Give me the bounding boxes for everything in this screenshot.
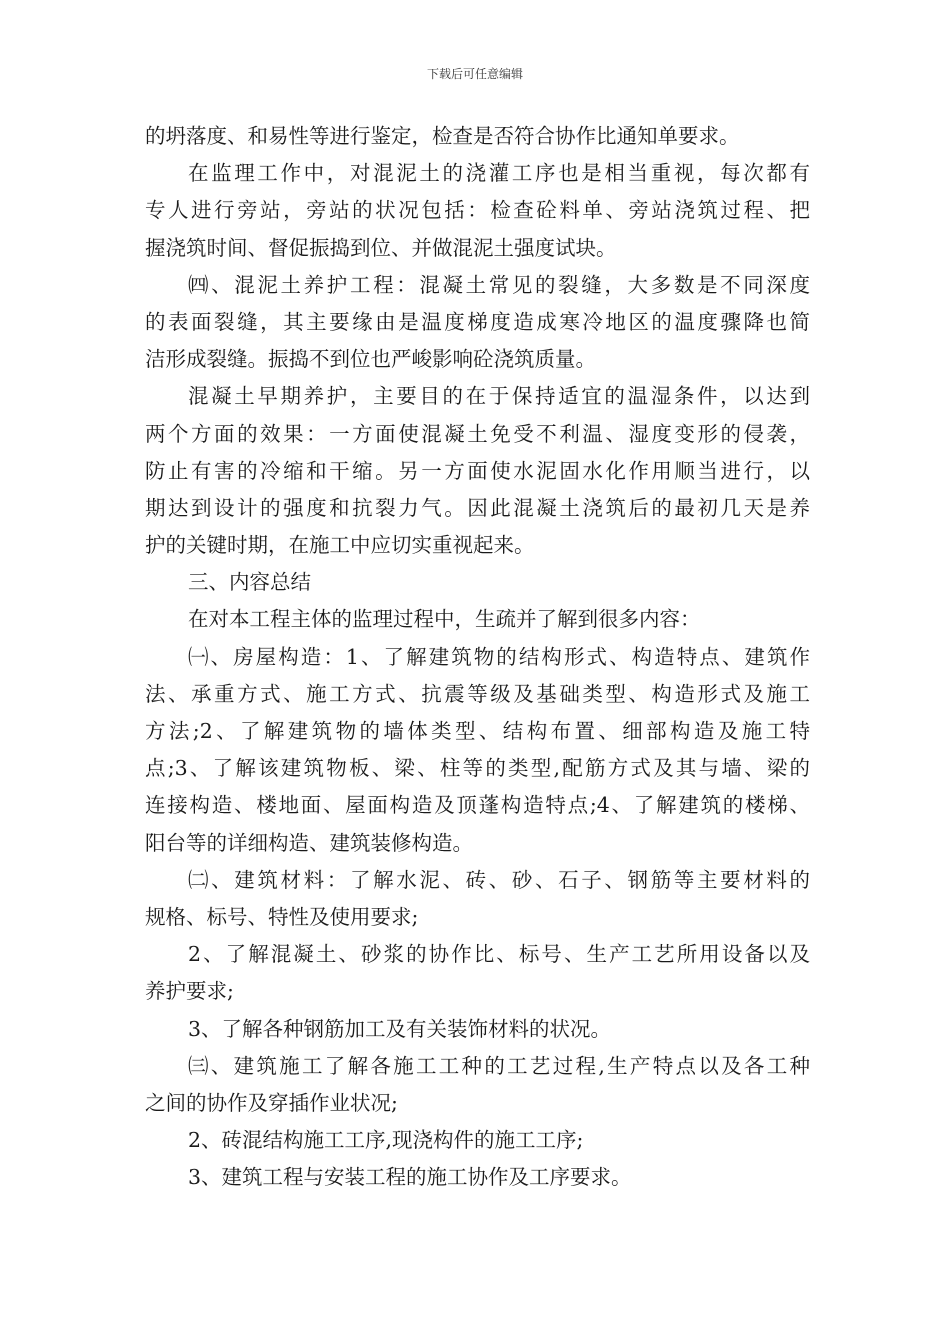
text-line: 3、了解各种钢筋加工及有关装饰材料的状况。 xyxy=(188,1016,612,1041)
text-line: ㈢、建筑施工了解各施工工种的工艺过程,生产特点以及各工种 xyxy=(188,1053,810,1078)
text-line: 法、承重方式、施工方式、抗震等级及基础类型、构造形式及施工 xyxy=(145,681,810,706)
text-line: ㈣、混泥土养护工程：混凝土常见的裂缝，大多数是不同深度 xyxy=(188,272,810,297)
text-line: 连接构造、楼地面、屋面构造及顶蓬构造特点;4、了解建筑的楼梯、 xyxy=(145,793,810,818)
text-line: 在对本工程主体的监理过程中，生疏并了解到很多内容： xyxy=(188,607,701,632)
text-line: 混凝土早期养护，主要目的在于保持适宜的温湿条件，以达到 xyxy=(188,384,810,409)
text-line: 三、内容总结 xyxy=(188,570,311,595)
text-line: 期达到设计的强度和抗裂力气。因此混凝土浇筑后的最初几天是养 xyxy=(145,495,810,520)
text-line: 专人进行旁站，旁站的状况包括：检查砼料单、旁站浇筑过程、把 xyxy=(145,198,810,223)
text-line: ㈠、房屋构造：1、了解建筑物的结构形式、构造特点、建筑作 xyxy=(188,644,810,669)
text-line: 的坍落度、和易性等进行鉴定，检查是否符合协作比通知单要求。 xyxy=(145,124,740,148)
text-line: ㈡、建筑材料：了解水泥、砖、砂、石子、钢筋等主要材料的 xyxy=(188,867,810,892)
text-line: 3、建筑工程与安装工程的施工协作及工序要求。 xyxy=(188,1165,632,1190)
document-body xyxy=(145,118,810,1196)
text-line: 的表面裂缝，其主要缘由是温度梯度造成寒冷地区的温度骤降也简 xyxy=(145,309,810,334)
text-line: 方法;2、了解建筑物的墙体类型、结构布置、细部构造及施工特 xyxy=(145,719,810,743)
text-line: 点;3、了解该建筑物板、梁、柱等的类型,配筋方式及其与墙、梁的 xyxy=(145,756,810,781)
text-line: 洁形成裂缝。振捣不到位也严峻影响砼浇筑质量。 xyxy=(145,347,596,372)
text-line: 阳台等的详细构造、建筑装修构造。 xyxy=(145,830,473,855)
text-line: 规格、标号、特性及使用要求; xyxy=(145,904,419,929)
text-line: 在监理工作中，对混泥土的浇灌工序也是相当重视，每次都有 xyxy=(188,161,810,186)
text-line: 养护要求; xyxy=(145,979,234,1004)
text-line: 护的关键时期，在施工中应切实重视起来。 xyxy=(145,533,535,558)
text-line: 防止有害的冷缩和干缩。另一方面使水泥固水化作用顺当进行，以 xyxy=(145,458,810,483)
text-line: 2、了解混凝土、砂浆的协作比、标号、生产工艺所用设备以及 xyxy=(188,942,810,967)
text-line: 两个方面的效果：一方面使混凝土免受不利温、湿度变形的侵袭， xyxy=(145,421,810,446)
text-line: 2、砖混结构施工工序,现浇构件的施工工序; xyxy=(188,1128,584,1153)
page-header: 下载后可任意编辑 xyxy=(426,67,523,81)
text-line: 握浇筑时间、督促振捣到位、并做混泥土强度试块。 xyxy=(145,235,617,260)
text-line: 之间的协作及穿插作业状况; xyxy=(145,1090,398,1115)
